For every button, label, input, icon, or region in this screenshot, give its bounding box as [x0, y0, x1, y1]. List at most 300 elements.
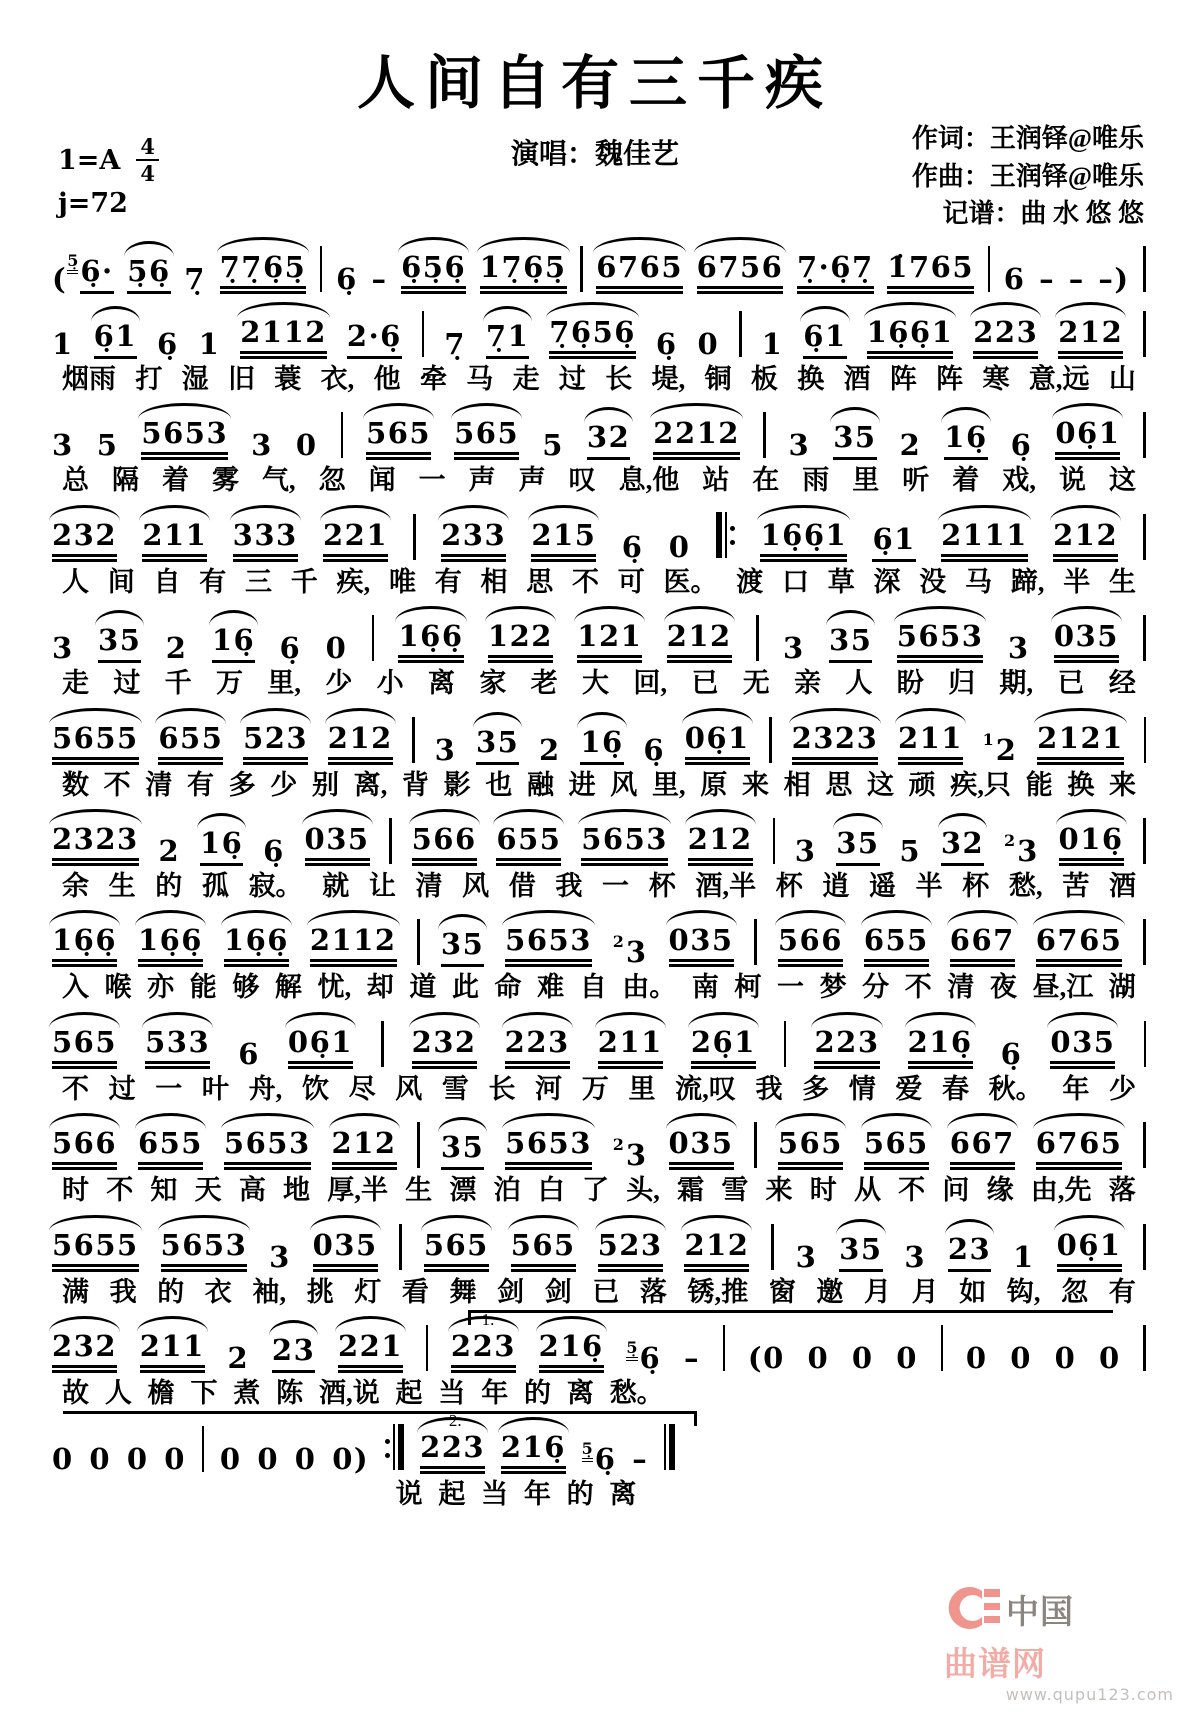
system-line — [52, 808, 1146, 902]
lyric-syllable: 意,远 — [1028, 364, 1090, 394]
note-group — [899, 820, 921, 866]
lyric-syllable: 忧, — [317, 972, 352, 1003]
note-digits: 2 — [158, 833, 181, 868]
lyric-syllable: 年 — [481, 1377, 509, 1408]
note-digits: 1 — [198, 327, 221, 361]
note-digits: – — [683, 1340, 700, 1375]
note-group — [581, 808, 668, 866]
lyric-syllable: 一 — [777, 972, 804, 1003]
note-digits: 2 — [995, 732, 1018, 767]
lyric-syllable: 霜 — [677, 1175, 705, 1206]
lyric-syllable: 锈,推 — [687, 1276, 749, 1307]
note-group — [632, 1428, 649, 1477]
note-group — [1010, 414, 1033, 463]
note-group — [257, 1428, 280, 1477]
note-digits: 216̣ — [908, 1028, 973, 1069]
note-group — [612, 1124, 648, 1173]
note-group — [52, 1112, 117, 1170]
note-digits: 0 — [325, 631, 348, 666]
lyric-syllable: 下 — [190, 1377, 218, 1408]
barline — [413, 514, 416, 560]
lyric-syllable: 思 — [825, 769, 853, 800]
slur-arc — [485, 606, 556, 622]
slur-arc — [1055, 302, 1126, 318]
lyric-syllable: 烟雨 — [62, 364, 116, 394]
lyric-syllable: 叶 — [201, 1073, 229, 1104]
slur-arc — [584, 407, 633, 423]
note-group — [643, 719, 665, 765]
note-group — [1054, 605, 1119, 663]
lyric-syllable: 顽 — [908, 769, 936, 800]
note-digits: 6̣ — [279, 631, 302, 666]
slur-arc — [577, 712, 626, 728]
lyric-syllable: 我 — [109, 1276, 137, 1307]
note-digits: 06̣1 — [685, 724, 750, 765]
lyric-syllable: 着 — [161, 465, 189, 496]
slur-arc — [574, 606, 645, 622]
note-group — [1057, 1214, 1122, 1272]
note-digits: 0 — [52, 1442, 74, 1477]
barline — [341, 412, 344, 458]
lyric-syllable: 三 — [245, 566, 272, 597]
lyric-syllable: 间 — [107, 566, 135, 597]
note-digits: 565 — [511, 1231, 576, 1272]
barline — [412, 717, 415, 763]
note-group — [688, 808, 753, 866]
lyric-syllable: 煮 — [233, 1377, 261, 1408]
note-digits: 35 — [829, 626, 872, 663]
lyric-syllable: 背 — [402, 769, 429, 800]
note-digits: 6̣ — [1010, 428, 1033, 463]
note-group — [488, 605, 553, 663]
lyric-syllable: 邀 — [816, 1276, 844, 1307]
lyric-syllable: 的 — [566, 1479, 594, 1510]
lyric-syllable: 可 — [617, 566, 645, 597]
slur-arc — [894, 606, 987, 622]
note-digits: 212 — [328, 724, 393, 765]
thick-barline — [398, 1424, 404, 1470]
lyric-syllable: 雨 — [802, 465, 830, 496]
lyric-syllable: 自 — [153, 566, 181, 597]
lyrics-row — [52, 1276, 1146, 1308]
note-group — [164, 1428, 186, 1477]
note-group — [263, 820, 285, 866]
lyric-syllable: 戏, — [1002, 465, 1036, 496]
note-group — [697, 236, 784, 294]
note-digits: 233 — [441, 521, 506, 562]
lyric-syllable: 舟, — [248, 1073, 283, 1104]
note-group — [1098, 248, 1129, 294]
note-group — [295, 414, 318, 463]
note-digits: 035 — [1050, 1028, 1115, 1069]
note-group — [577, 605, 642, 663]
note-digits: 3 — [795, 1239, 818, 1274]
note-group — [52, 707, 139, 765]
lyric-syllable: 长 — [605, 364, 633, 394]
note-group — [486, 305, 529, 359]
note-digits: 5̣6̣ — [127, 257, 170, 294]
note-digits: 523 — [243, 724, 308, 765]
note-digits: 0 — [126, 1442, 149, 1477]
slur-arc — [775, 1113, 846, 1129]
repeat-end-barline — [385, 1424, 405, 1472]
note-digits: 5653 — [505, 1129, 592, 1170]
lyric-syllable: 寒 — [982, 364, 1010, 394]
slur-arc — [664, 606, 735, 622]
slur-arc — [240, 708, 311, 724]
note-digits: – — [1068, 262, 1085, 296]
lyric-syllable: 酒,说 — [318, 1377, 380, 1408]
lyric-syllable: 窗 — [768, 1276, 796, 1307]
lyric-syllable: 袖, — [252, 1276, 287, 1307]
note-group — [542, 414, 564, 463]
grace-note: 1 — [982, 729, 994, 749]
repeat-dots — [730, 513, 735, 559]
lyric-syllable: 杯 — [648, 870, 676, 901]
note-group — [454, 402, 519, 460]
repeat-dot — [730, 526, 735, 531]
note-group — [797, 236, 874, 294]
lyrics-row — [386, 1478, 647, 1510]
note-digits: 0 — [807, 1340, 830, 1375]
notes-row — [52, 808, 1146, 866]
barline — [1143, 1325, 1146, 1371]
note-digits: 212 — [684, 1231, 749, 1272]
lyric-syllable: 深 — [873, 566, 901, 597]
volta-bracket — [63, 1411, 698, 1427]
note-group — [887, 236, 974, 294]
note-group — [778, 1112, 843, 1170]
note-digits: 32 — [941, 829, 984, 866]
lyric-syllable: 老 — [530, 668, 558, 699]
lyric-syllable: 少 — [325, 668, 353, 699]
note-group — [612, 921, 648, 970]
lyric-syllable: 漂 — [449, 1175, 477, 1206]
note-group — [444, 313, 466, 359]
note-group — [332, 1112, 397, 1170]
note-group — [158, 820, 180, 866]
slur-arc — [1052, 403, 1123, 419]
watermark — [944, 1581, 1174, 1704]
lyric-syllable: 大 — [582, 668, 610, 699]
lyric-syllable: 归 — [948, 668, 976, 699]
note-digits: 211 — [898, 724, 963, 765]
system-line — [52, 707, 1146, 801]
note-digits: 16̣6̣ — [224, 926, 289, 967]
lyric-syllable: 湖 — [1108, 972, 1136, 1003]
note-digits: 0 — [896, 1340, 918, 1375]
note-group — [52, 240, 114, 294]
lyric-syllable: 酒 — [843, 364, 871, 394]
lyric-syllable: 一 — [155, 1073, 183, 1104]
lyric-syllable: 高 — [238, 1175, 266, 1206]
slur-arc — [395, 606, 466, 622]
note-digits: 566 — [412, 825, 477, 866]
note-group — [864, 909, 929, 967]
note-group — [435, 719, 457, 765]
note-digits: 523 — [598, 1231, 663, 1272]
lyric-syllable: 酒,半 — [695, 870, 757, 901]
lyric-syllable: 人 — [104, 1377, 132, 1408]
note-digits: 7̣1 — [486, 322, 529, 359]
lyric-syllable: 就 — [322, 870, 350, 901]
barline — [399, 1224, 402, 1270]
note-digits: 035 — [313, 1231, 378, 1272]
lyric-syllable: 没 — [919, 566, 947, 597]
barline — [381, 1021, 384, 1067]
notes-row — [52, 402, 1146, 463]
note-digits: 5655 — [52, 724, 139, 765]
note-digits: 5653 — [581, 825, 668, 866]
note-digits: 0 — [295, 428, 318, 463]
barline — [1143, 1224, 1146, 1270]
note-group — [305, 808, 370, 866]
lyric-syllable: 满 — [62, 1276, 89, 1307]
lyric-syllable: 酒 — [1108, 870, 1136, 901]
grace-note: 5̣ — [626, 1340, 637, 1361]
note-group — [691, 1011, 756, 1069]
note-group — [596, 236, 683, 294]
repeat-begin-barline — [716, 512, 736, 560]
slur-arc — [789, 708, 882, 724]
note-digits: 35 — [98, 626, 141, 663]
lyric-syllable: 期, — [999, 668, 1034, 699]
note-digits: 2112 — [310, 926, 397, 967]
slur-arc — [269, 1320, 318, 1336]
slur-arc — [775, 910, 846, 926]
note-group — [366, 402, 431, 460]
slur-arc — [502, 1012, 573, 1028]
note-digits: 035 — [305, 825, 370, 866]
lyric-syllable: 孤 — [201, 870, 229, 901]
note-group — [338, 1315, 403, 1373]
note-digits: 6̣ — [156, 327, 179, 361]
lyric-syllable: 当 — [438, 1377, 466, 1408]
lyric-syllable: 离 — [566, 1377, 594, 1408]
slur-arc — [681, 1215, 752, 1231]
lyric-syllable: 有 — [199, 566, 227, 597]
lyric-syllable: 能 — [189, 972, 217, 1003]
slur-arc — [409, 1012, 480, 1028]
note-digits: 216̣ — [501, 1433, 566, 1474]
lyric-syllable: 尽 — [348, 1073, 376, 1104]
thick-barline — [716, 512, 722, 558]
note-group — [539, 719, 561, 765]
slur-arc — [833, 813, 882, 829]
lyric-syllable: 陈 — [276, 1377, 304, 1408]
slur-arc — [685, 809, 756, 825]
note-group — [829, 609, 872, 663]
note-group — [52, 808, 139, 866]
lyric-syllable: 里, — [267, 668, 302, 699]
lyric-syllable: 相 — [783, 769, 811, 800]
lyric-syllable: 过 — [113, 668, 141, 699]
lyric-syllable: 山 — [1108, 364, 1136, 394]
slur-arc — [830, 407, 879, 423]
lyric-syllable: 够 — [232, 972, 260, 1003]
lyric-syllable: 有 — [1108, 1276, 1136, 1307]
barline — [1143, 412, 1146, 458]
slur-arc — [947, 910, 1018, 926]
note-group — [896, 1327, 918, 1373]
slur-arc — [945, 1219, 994, 1235]
lyric-syllable: 盼 — [896, 668, 924, 699]
lyric-syllable: 的 — [524, 1377, 552, 1408]
note-group — [228, 1327, 250, 1373]
note-digits: 2323 — [792, 724, 879, 765]
lyric-syllable: 时 — [62, 1175, 89, 1206]
note-group — [313, 1214, 378, 1272]
lyric-syllable: 生 — [108, 870, 136, 901]
time-signature-top: 4 — [136, 136, 159, 161]
note-digits: 16̣6̣1 — [760, 521, 847, 562]
note-group — [96, 414, 119, 463]
note-digits: 6 — [1003, 262, 1026, 296]
note-digits: 35 — [441, 930, 484, 967]
note-group — [966, 1327, 988, 1373]
note-digits: 35 — [476, 728, 519, 765]
slur-arc — [221, 1113, 314, 1129]
note-group — [238, 1023, 260, 1069]
note-group — [412, 1011, 477, 1069]
lyric-syllable: 逍 — [822, 870, 850, 901]
note-digits: 655 — [864, 926, 929, 967]
note-group — [1069, 248, 1085, 294]
lyric-syllable: 分 — [862, 972, 890, 1003]
slur-arc — [217, 237, 310, 253]
slur-arc — [137, 1316, 208, 1332]
slur-arc — [1033, 1113, 1126, 1129]
note-digits: 0 — [89, 1442, 112, 1477]
lyric-syllable: 原 — [700, 769, 728, 800]
note-digits: 0 — [697, 327, 720, 361]
transcriber-credit: 记谱：曲 水 悠 悠 — [942, 199, 1144, 229]
notes-row — [52, 1011, 1146, 1069]
slur-arc — [1034, 708, 1127, 724]
lyric-syllable: 杯 — [962, 870, 990, 901]
grace-note: 5̣ — [582, 1441, 593, 1462]
barline — [754, 1122, 757, 1168]
lyric-syllable: 解 — [274, 972, 302, 1003]
sheet-music-page — [0, 36, 1190, 1716]
lyric-syllable: 半 — [915, 870, 943, 901]
note-digits: 0 — [1099, 1340, 1121, 1375]
note-group — [224, 909, 289, 967]
note-digits: 0 — [763, 1340, 785, 1375]
lyric-syllable: 时 — [809, 1175, 837, 1206]
note-group — [1099, 1327, 1121, 1373]
lyric-syllable: 衣, — [320, 364, 355, 394]
barline — [769, 717, 772, 763]
system-line — [52, 504, 1146, 598]
notes-row — [52, 1214, 1146, 1272]
lyric-syllable: 板 — [750, 364, 778, 394]
note-group — [669, 1112, 734, 1170]
note-digits: 6̣ — [594, 1442, 617, 1477]
barline — [773, 818, 776, 864]
barline — [1143, 246, 1146, 292]
lyric-syllable: 唯 — [389, 566, 416, 597]
lyric-syllable: 衣 — [204, 1276, 232, 1307]
lyrics-row — [52, 667, 1146, 699]
slur-arc — [155, 708, 226, 724]
note-digits: 6765 — [596, 253, 683, 294]
note-digits: 667 — [950, 926, 1015, 967]
note-group — [401, 236, 466, 294]
composer-credit: 作曲：王润铎@唯乐 — [911, 161, 1144, 191]
barline — [1143, 818, 1146, 864]
slur-arc — [138, 403, 231, 419]
time-signature-bottom: 4 — [140, 161, 155, 186]
barline — [784, 1021, 787, 1067]
lyric-syllable: 来 — [742, 769, 769, 800]
note-digits: 5653 — [161, 1231, 248, 1272]
note-group — [505, 1112, 592, 1170]
lyric-syllable: 已 — [691, 668, 719, 699]
lyric-syllable: 说 — [1058, 465, 1086, 496]
note-digits: 215 — [531, 521, 596, 562]
slur-arc — [595, 1215, 666, 1231]
slur-arc — [905, 1012, 976, 1028]
note-digits: 655 — [158, 724, 223, 765]
note-group — [1059, 808, 1124, 866]
note-digits: 566 — [52, 1129, 117, 1170]
note-group — [626, 1327, 661, 1373]
note-group — [424, 1214, 489, 1272]
lyric-syllable: 剑 — [497, 1276, 525, 1307]
lyricist-credit: 作词：王润铎@唯乐 — [911, 124, 1144, 153]
note-digits: 5653 — [141, 419, 228, 460]
note-digits: 212 — [1058, 318, 1123, 359]
lyric-syllable: 少 — [1108, 1073, 1136, 1104]
note-group — [1010, 1327, 1032, 1373]
lyric-syllable: 入 — [62, 972, 89, 1003]
note-group — [219, 1428, 242, 1477]
slur-arc — [49, 1316, 120, 1332]
note-digits: 221 — [338, 1332, 403, 1373]
lyric-syllable: 堤, — [651, 364, 686, 394]
lyric-syllable: 有 — [186, 769, 214, 800]
note-digits: 35 — [441, 1133, 484, 1170]
note-group — [598, 1011, 663, 1069]
note-digits: –) — [1098, 262, 1130, 296]
lyric-syllable: 泊 — [493, 1175, 521, 1206]
lyric-syllable: 情 — [848, 1073, 876, 1104]
note-group — [852, 1327, 874, 1373]
volta-label: 2. — [446, 1412, 465, 1431]
watermark-url: www.qupu123.com — [1005, 1685, 1174, 1704]
note-group — [138, 1112, 203, 1170]
lyric-syllable: 不 — [62, 1073, 89, 1104]
lyric-syllable: 雾 — [211, 465, 239, 496]
lyric-syllable: 此 — [451, 972, 479, 1003]
barline — [389, 818, 392, 864]
note-group — [371, 248, 387, 294]
note-digits: 212 — [1053, 521, 1118, 562]
lyric-syllable: 无 — [742, 668, 770, 699]
note-group — [1007, 617, 1030, 666]
slur-arc — [528, 505, 599, 521]
lyric-syllable: 难 — [537, 972, 565, 1003]
slur-arc — [307, 910, 400, 926]
slur-arc — [409, 809, 480, 825]
grace-note: 2 — [1003, 830, 1016, 850]
note-group — [1004, 248, 1026, 294]
note-digits: 32 — [587, 423, 630, 460]
note-group — [549, 301, 636, 359]
note-group — [864, 1112, 929, 1170]
note-group — [807, 1327, 829, 1373]
